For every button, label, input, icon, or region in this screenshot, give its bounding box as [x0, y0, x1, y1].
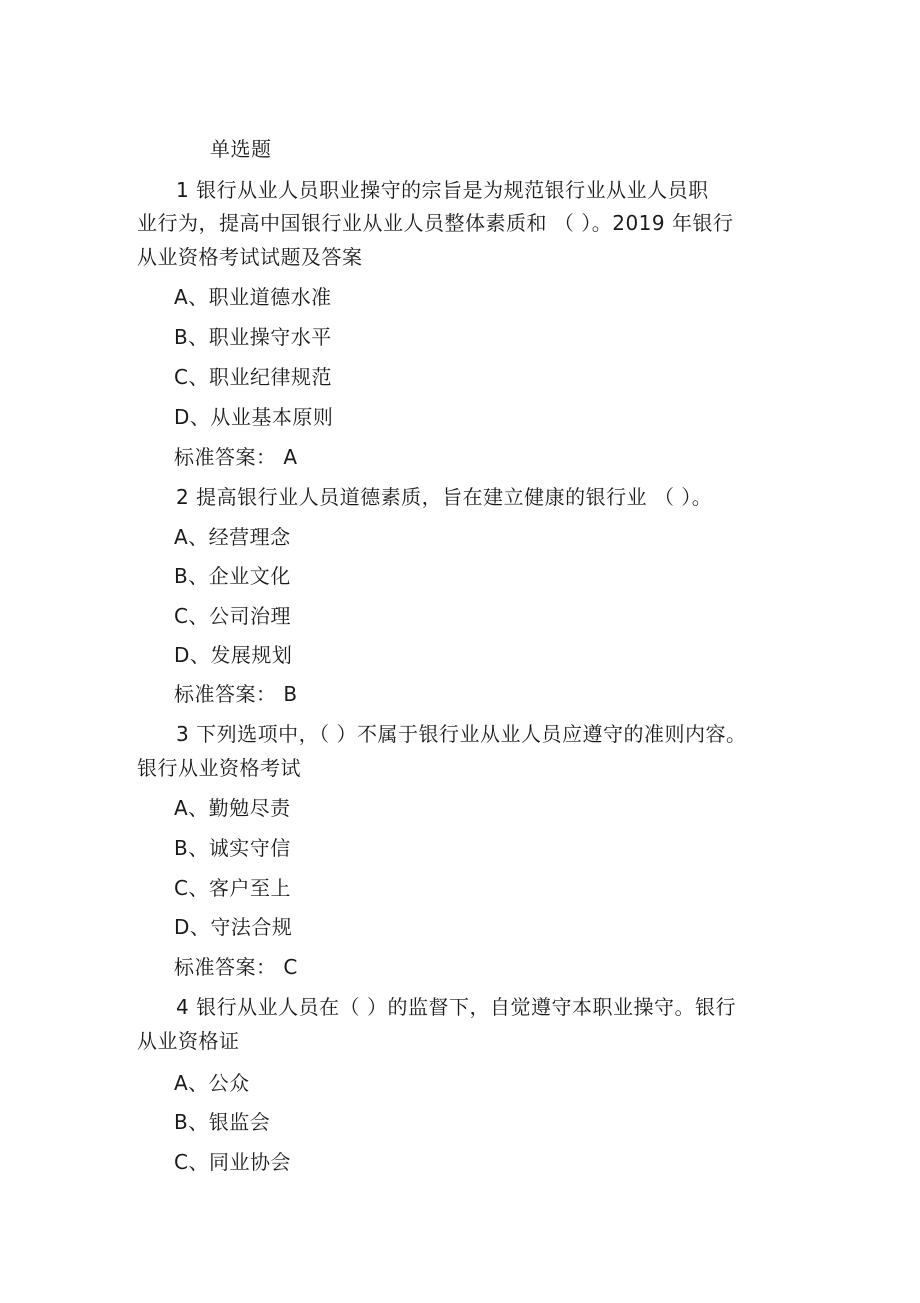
question-1-option-d: D、从业基本原则: [174, 405, 334, 429]
question-3-line-2: 银行从业资格考试: [137, 756, 301, 780]
question-1-option-b: B、职业操守水平: [174, 325, 332, 349]
question-1-answer: 标准答案： A: [174, 445, 298, 469]
question-3-line-1: 3 下列选项中，（ ）不属于银行业从业人员应遵守的准则内容。: [176, 722, 747, 746]
question-1-line-3: 从业资格考试试题及答案: [137, 245, 363, 269]
question-3-option-d: D、守法合规: [174, 915, 293, 939]
question-1-option-c: C、职业纪律规范: [174, 365, 332, 389]
question-4-option-a: A、公众: [174, 1071, 250, 1095]
question-2-option-b: B、企业文化: [174, 564, 291, 588]
question-1-option-a: A、职业道德水准: [174, 285, 332, 309]
question-2-option-a: A、经营理念: [174, 525, 291, 549]
question-3-option-a: A、勤勉尽责: [174, 796, 291, 820]
question-4-option-c: C、同业协会: [174, 1150, 291, 1174]
question-1-line-1: 1 银行从业人员职业操守的宗旨是为规范银行业从业人员职: [176, 178, 709, 202]
question-3-answer: 标准答案： C: [174, 955, 298, 979]
question-3-option-c: C、客户至上: [174, 876, 291, 900]
question-2-line-1: 2 提高银行业人员道德素质，旨在建立健康的银行业 （ ）。: [176, 485, 713, 509]
question-4-option-b: B、银监会: [174, 1110, 271, 1134]
question-3-option-b: B、诚实守信: [174, 836, 291, 860]
question-4-line-1: 4 银行从业人员在（ ）的监督下，自觉遵守本职业操守。银行: [176, 995, 736, 1019]
question-1-line-2: 业行为，提高中国银行业从业人员整体素质和 （ ）。2019 年银行: [137, 211, 734, 235]
section-title: 单选题: [210, 137, 272, 161]
question-2-option-c: C、公司治理: [174, 604, 291, 628]
question-4-line-2: 从业资格证: [137, 1029, 240, 1053]
question-2-option-d: D、发展规划: [174, 643, 293, 667]
question-2-answer: 标准答案： B: [174, 682, 298, 706]
